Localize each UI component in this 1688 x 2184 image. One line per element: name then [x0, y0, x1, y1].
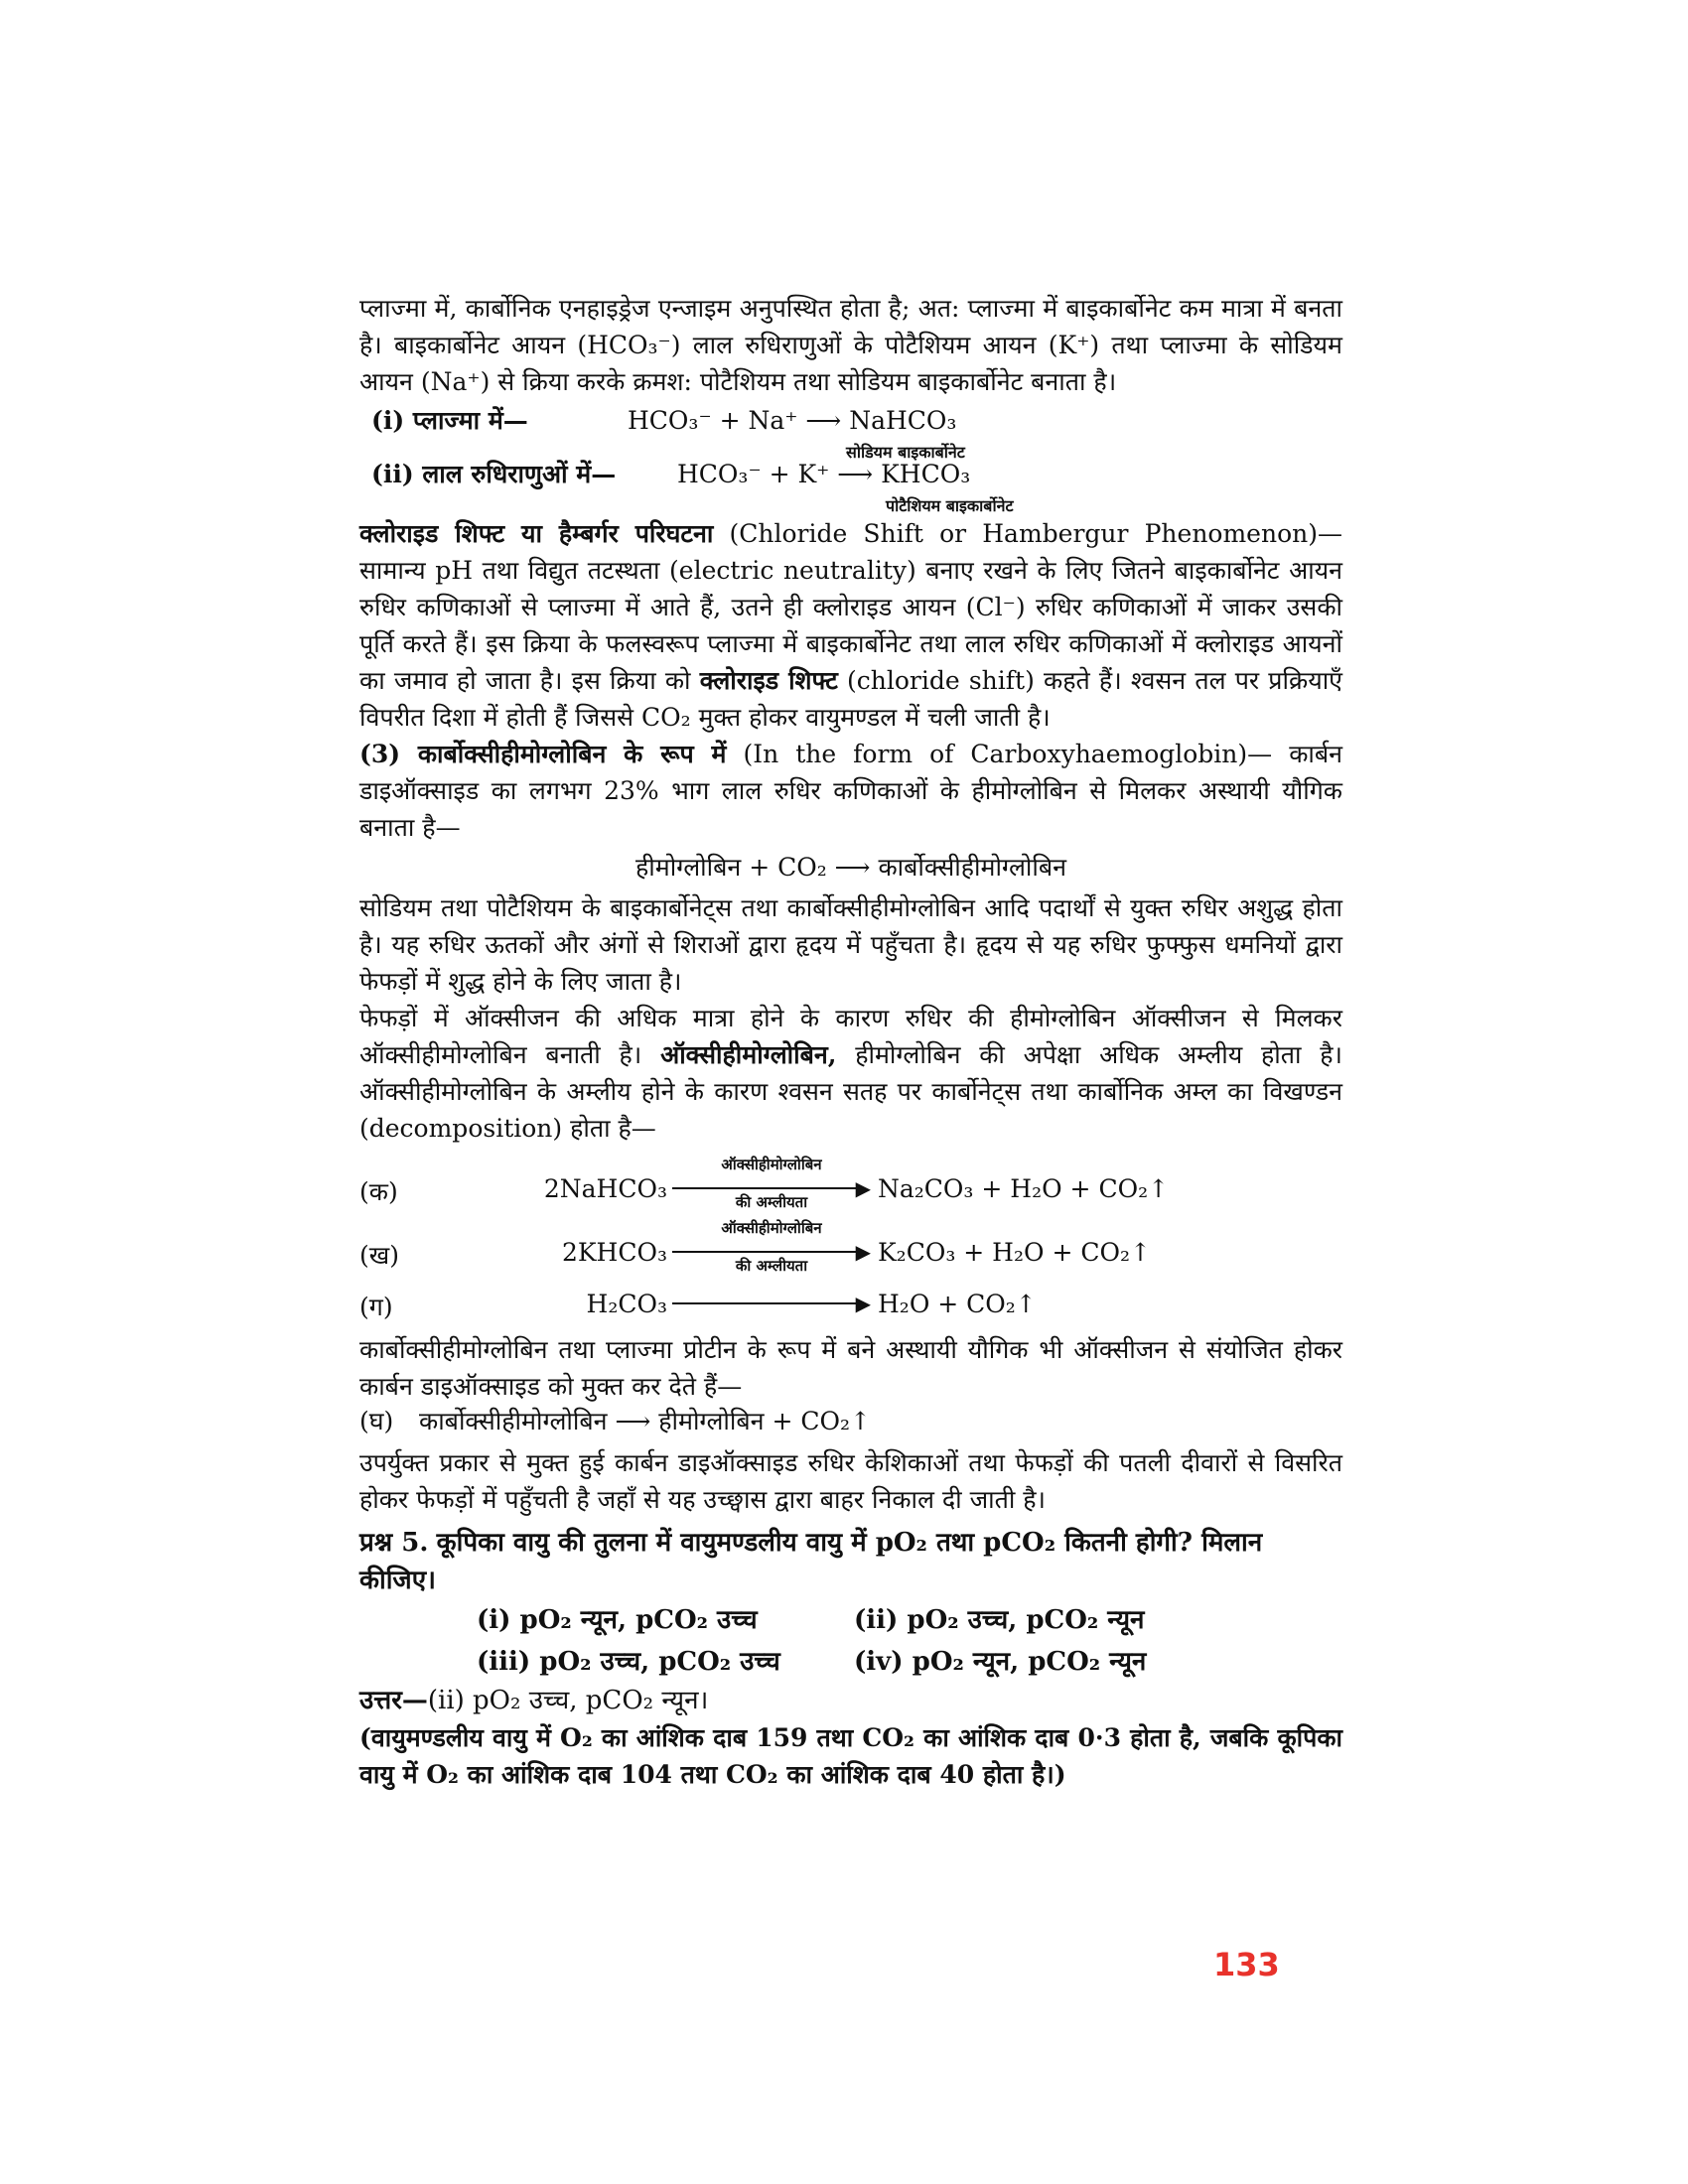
question-5	[359, 1524, 1342, 1599]
reaction-tag: (ग)	[359, 1293, 393, 1321]
option-3: (iii) pO₂ उच्च, pCO₂ उच्च	[477, 1647, 780, 1677]
section-body-tail: (chloride shift) कहते हैं। श्वसन तल पर प्रक्रियाएँ विपरीत दिशा में होती हैं जिससे CO₂ मुक्त होकर वायुमण्डल में चली जाती है।	[359, 666, 1342, 732]
term-oxyhaemoglobin: ऑक्सीहीमोग्लोबिन,	[660, 1040, 837, 1069]
arrow-condition-over: ऑक्सीहीमोग्लोबिन	[721, 1156, 822, 1173]
reaction-tag: (घ)	[359, 1407, 394, 1435]
equation-label: (i) प्लाज्मा में—	[371, 406, 528, 435]
answer-label: उत्तर—	[359, 1686, 428, 1715]
paragraph-lungs	[359, 1000, 1342, 1147]
arrow-condition-under: की अम्लीयता	[735, 1193, 808, 1211]
answer-text: (ii) pO₂ उच्च, pCO₂ न्यून।	[427, 1686, 709, 1715]
reaction-rhs: Na₂CO₃ + H₂O + CO₂↑	[878, 1174, 1170, 1203]
question-label: प्रश्न 5.	[359, 1528, 429, 1558]
paragraph-temporary-compounds: कार्बोक्सीहीमोग्लोबिन तथा प्लाज्मा प्रोटीन के रूप में बने अस्थायी यौगिक भी ऑक्सीजन से संयोजित होकर कार्बन डाइऑक्साइड को मुक्त कर देते हैं—	[359, 1335, 1342, 1401]
arrow-line	[672, 1187, 857, 1189]
reaction-expression: कार्बोक्सीहीमोग्लोबिन ⟶ हीमोग्लोबिन + CO₂↑	[419, 1407, 871, 1435]
equation-label: (ii) लाल रुधिराणुओं में—	[371, 460, 617, 488]
term-chloride-shift: क्लोराइड शिफ्ट	[699, 666, 838, 695]
equation-note: सोडियम बाइकार्बोनेट	[846, 443, 965, 462]
arrow-line	[672, 1302, 857, 1304]
carboxy-section	[359, 736, 1342, 846]
equation-rbc	[359, 458, 1342, 515]
section-body: कार्बन डाइऑक्साइड का लगभग 23% भाग लाल रुधिर कणिकाओं के हीमोग्लोबिन से मिलकर अस्थायी यौगिक बनाता है—	[359, 740, 1343, 842]
section-heading-en: (In the form of Carboxyhaemoglobin)—	[743, 740, 1273, 768]
question-text: कूपिका वायु की तुलना में वायुमण्डलीय वायु में pO₂ तथा pCO₂ कितनी होगी? मिलान कीजिए।	[359, 1528, 1263, 1595]
question-options	[477, 1599, 1342, 1683]
arrow-condition-under: की अम्लीयता	[735, 1257, 808, 1275]
reaction-lhs: 2NaHCO₃	[543, 1174, 667, 1203]
section-body: सामान्य pH तथा विद्युत तटस्थता (electric neutrality) बनाए रखने के लिए जितने बाइकार्बोनेट आयन रुधिर कणिकाओं से प्लाज्मा में आते हैं, उतने ही क्लोराइड आयन (Cl⁻) रुधिर कणिकाओं में जाकर उसकी पूर्ति करते हैं। इस क्रिया के फलस्वरूप प्लाज्मा में बाइकार्बोनेट तथा लाल रुधिर कणिकाओं में क्लोराइड आयनों का जमाव हो जाता है। इस क्रिया को	[359, 556, 1342, 695]
reaction-lhs: H₂CO₃	[586, 1290, 667, 1318]
section-heading: (3) कार्बोक्सीहीमोग्लोबिन के रूप में	[359, 740, 727, 768]
paragraph-lungs-a: फेफड़ों में ऑक्सीजन की अधिक मात्रा होने के कारण रुधिर की हीमोग्लोबिन ऑक्सीजन से मिलकर ऑक्सीहीमोग्लोबिन बनाती है।	[359, 1004, 1342, 1069]
equation-note: पोटैशियम बाइकार्बोनेट	[886, 496, 1014, 515]
arrow-head-icon: ▶	[855, 1176, 871, 1200]
paragraph-bicarbonate: प्लाज्मा में, कार्बोनिक एनहाइड्रेज एन्जाइम अनुपस्थित होता है; अत: प्लाज्मा में बाइकार्बोनेट कम मात्रा में बनता है। बाइकार्बोनेट आयन (HCO₃⁻) लाल रुधिराणुओं के पोटैशियम आयन (K⁺) तथा प्लाज्मा के सोडियम आयन (Na⁺) से क्रिया करके क्रमश: पोटैशियम तथा सोडियम बाइकार्बोनेट बनाता है।	[359, 294, 1342, 396]
section-heading-en: (Chloride Shift or Hambergur Phenomenon)—	[729, 519, 1342, 548]
paragraph-lungs-b: हीमोग्लोबिन की अपेक्षा अधिक अम्लीय होता है। ऑक्सीहीमोग्लोबिन के अम्लीय होने के कारण श्वसन सतह पर कार्बोनेट्स तथा कार्बोनिक अम्ल का विखण्डन (decomposition) होता है—	[359, 1040, 1343, 1143]
arrow-head-icon: ▶	[855, 1240, 871, 1264]
reaction-rhs: H₂O + CO₂↑	[878, 1290, 1037, 1318]
paragraph-impure-blood: सोडियम तथा पोटैशियम के बाइकार्बोनेट्स तथा कार्बोक्सीहीमोग्लोबिन आदि पदार्थों से युक्त रुधिर अशुद्ध होता है। यह रुधिर ऊतकों और अंगों से शिराओं द्वारा हृदय में पहुँचता है। हृदय से यह रुधिर फुफ्फुस धमनियों द्वारा फेफड़ों में शुद्ध होने के लिए जाता है।	[359, 893, 1342, 996]
equation-expression: HCO₃⁻ + Na⁺ ⟶ NaHCO₃	[628, 406, 957, 435]
arrow-head-icon: ▶	[855, 1292, 871, 1315]
reaction-arrow	[672, 1155, 871, 1218]
equation-plasma	[359, 404, 1342, 462]
reaction-rhs: K₂CO₃ + H₂O + CO₂↑	[878, 1238, 1151, 1267]
chloride-shift-section	[359, 515, 1342, 736]
page-number: 133	[1213, 1946, 1280, 1983]
paragraph-co2-release: उपर्युक्त प्रकार से मुक्त हुई कार्बन डाइऑक्साइड रुधिर केशिकाओं तथा फेफड़ों की पतली दीवारों से विसरित होकर फेफड़ों में पहुँचती है जहाँ से यह उच्छ्वास द्वारा बाहर निकाल दी जाती है।	[359, 1448, 1342, 1514]
reaction-ga	[359, 1282, 1342, 1331]
section-heading: क्लोराइड शिफ्ट या हैम्बर्गर परिघटना	[359, 519, 714, 548]
reaction-gha	[359, 1405, 1342, 1444]
reaction-arrow	[672, 1270, 871, 1333]
page-content	[359, 290, 1342, 1793]
equation-expression: HCO₃⁻ + K⁺ ⟶ KHCO₃	[677, 460, 971, 488]
option-1: (i) pO₂ न्यून, pCO₂ उच्च	[477, 1605, 758, 1635]
option-4: (iv) pO₂ न्यून, pCO₂ न्यून	[854, 1647, 1147, 1677]
option-2: (ii) pO₂ उच्च, pCO₂ न्यून	[854, 1605, 1145, 1635]
reaction-ka	[359, 1155, 1342, 1218]
reaction-lhs: 2KHCO₃	[561, 1238, 667, 1267]
answer-note: (वायुमण्डलीय वायु में O₂ का आंशिक दाब 159 तथा CO₂ का आंशिक दाब 0·3 होता है, जबकि कूपिका वायु में O₂ का आंशिक दाब 104 तथा CO₂ का आंशिक दाब 40 होता है।)	[359, 1723, 1342, 1789]
reaction-tag: (ख)	[359, 1241, 399, 1270]
arrow-condition-over: ऑक्सीहीमोग्लोबिन	[721, 1219, 822, 1237]
reaction-tag: (क)	[359, 1177, 398, 1206]
answer	[359, 1683, 1342, 1719]
carboxy-equation: हीमोग्लोबिन + CO₂ ⟶ कार्बोक्सीहीमोग्लोबिन	[635, 853, 1066, 882]
arrow-line	[672, 1251, 857, 1253]
